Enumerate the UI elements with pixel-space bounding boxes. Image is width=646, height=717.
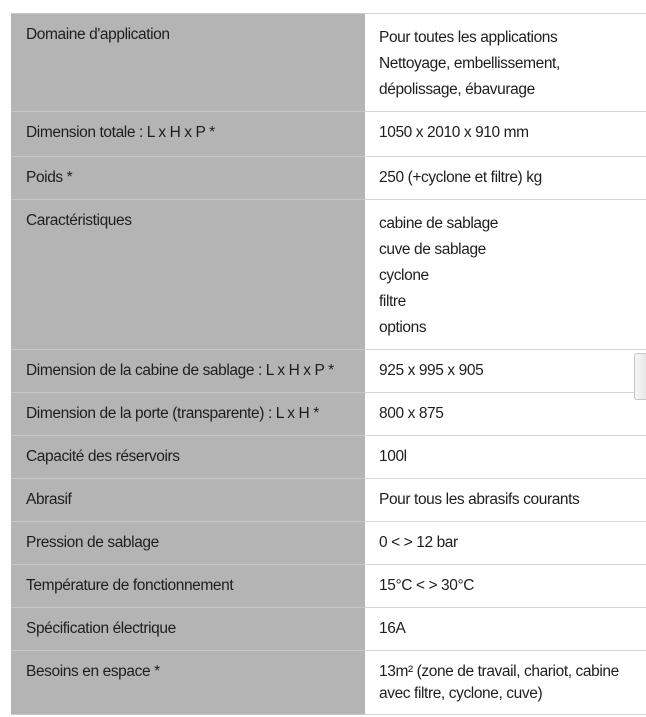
row-value-cell (365, 112, 646, 157)
row-value-line: 925 x 995 x 905 (379, 362, 484, 379)
row-value-line: cyclone (379, 267, 429, 284)
row-label: Dimension totale : L x H x P * (26, 124, 215, 141)
row-value-line: Pour toutes les applications (379, 29, 558, 46)
table-row (11, 479, 646, 522)
row-value-line: Pour tous les abrasifs courants (379, 491, 580, 508)
table-row (11, 436, 646, 479)
row-value-cell (365, 393, 646, 436)
row-value-cell (365, 565, 646, 608)
row-label: Caractéristiques (26, 212, 132, 229)
row-value-line: 100l (379, 448, 407, 465)
table-row (11, 350, 646, 393)
row-value-line: dépolissage, ébavurage (379, 81, 535, 98)
row-label: Dimension de la porte (transparente) : L x H * (26, 405, 319, 422)
row-value-line: 15°C < > 30°C (379, 577, 475, 594)
row-value-cell (365, 14, 646, 112)
row-value-cell (365, 350, 646, 393)
row-value-line: 0 < > 12 bar (379, 534, 458, 551)
table-row (11, 522, 646, 565)
table-row (11, 200, 646, 350)
row-value-line: options (379, 319, 427, 336)
table-row (11, 565, 646, 608)
row-value-cell (365, 608, 646, 651)
row-label: Besoins en espace * (26, 663, 160, 680)
row-value-line: Nettoyage, embellissement, (379, 55, 560, 72)
row-value-line: avec filtre, cyclone, cuve) (379, 685, 543, 702)
row-label-cell (11, 608, 365, 651)
row-label: Capacité des réservoirs (26, 448, 180, 465)
table-row (11, 157, 646, 200)
row-label-cell (11, 393, 365, 436)
row-label-cell (11, 112, 365, 157)
row-value-cell (365, 522, 646, 565)
row-label-cell (11, 436, 365, 479)
row-value-line: 1050 x 2010 x 910 mm (379, 124, 529, 141)
row-label: Poids * (26, 169, 73, 186)
row-label-cell (11, 14, 365, 112)
row-value-cell (365, 436, 646, 479)
specifications-table (11, 13, 646, 715)
row-label-cell (11, 565, 365, 608)
table-row (11, 112, 646, 157)
row-value-cell (365, 479, 646, 522)
row-label-cell (11, 651, 365, 715)
table-row (11, 651, 646, 715)
row-value-line: cabine de sablage (379, 215, 499, 232)
row-label: Abrasif (26, 491, 72, 508)
row-value-cell (365, 651, 646, 715)
table-row (11, 608, 646, 651)
row-value-line: 800 x 875 (379, 405, 444, 422)
row-label-cell (11, 522, 365, 565)
row-label-cell (11, 200, 365, 350)
row-value-line: 16A (379, 620, 406, 637)
row-label: Température de fonctionnement (26, 577, 234, 594)
row-value-cell (365, 157, 646, 200)
table-row (11, 14, 646, 112)
row-label: Pression de sablage (26, 534, 159, 551)
row-label: Domaine d'application (26, 26, 170, 43)
row-value-line: cuve de sablage (379, 241, 486, 258)
row-label-cell (11, 157, 365, 200)
row-label: Spécification électrique (26, 620, 176, 637)
row-value-line: filtre (379, 293, 406, 310)
row-value-line: 13m² (zone de travail, chariot, cabine (379, 663, 619, 680)
table-row (11, 393, 646, 436)
row-label-cell (11, 350, 365, 393)
row-label-cell (11, 479, 365, 522)
row-value-line: 250 (+cyclone et filtre) kg (379, 169, 542, 186)
row-value-cell (365, 200, 646, 350)
scrollbar-thumb[interactable] (634, 353, 646, 400)
row-label: Dimension de la cabine de sablage : L x H x P * (26, 362, 334, 379)
